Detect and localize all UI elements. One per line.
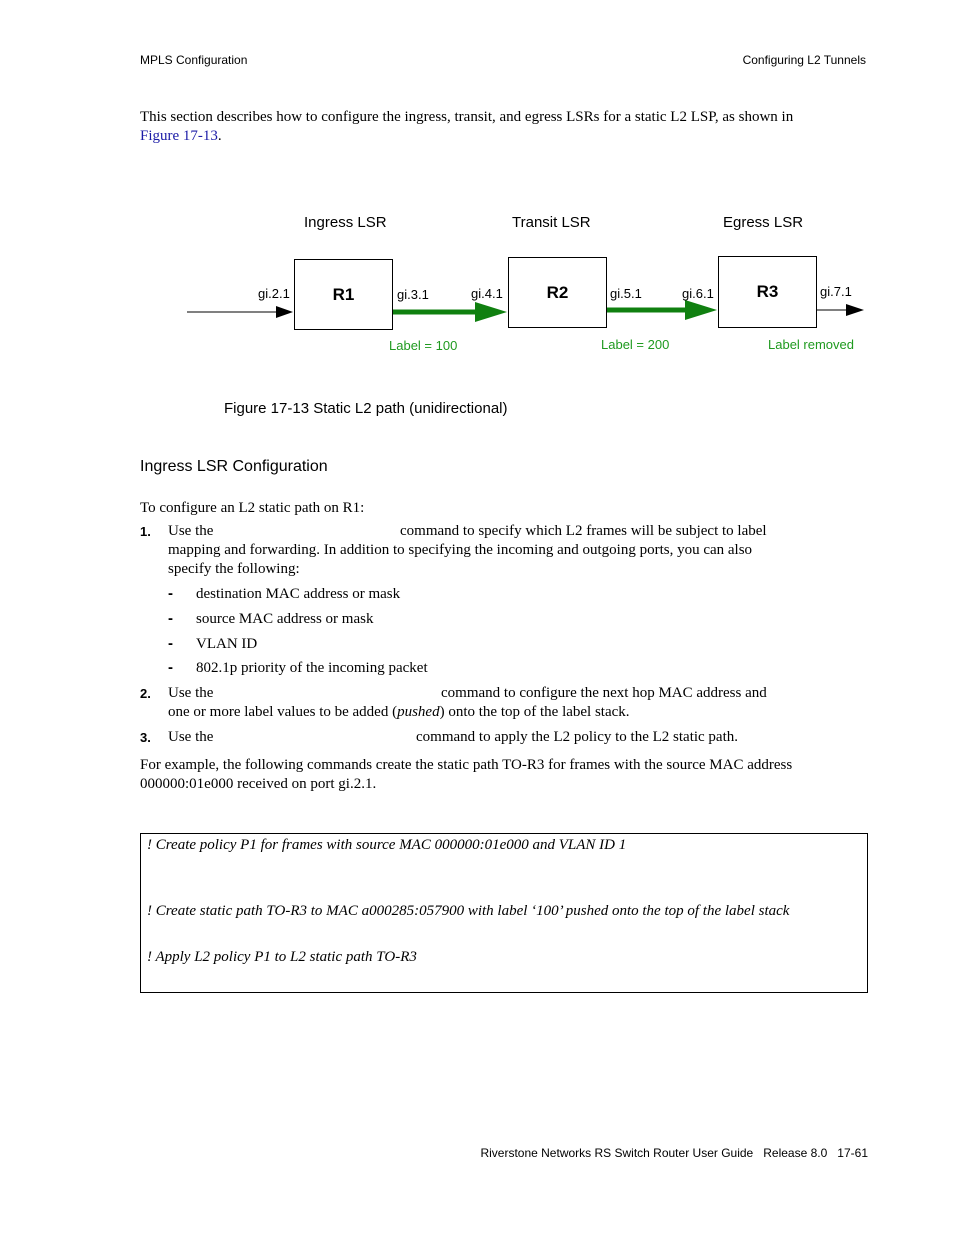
intro-text: This section describes how to configure the ingress, transit, and egress LSRs for a static L2 LSP, as shown in (140, 109, 794, 125)
section-lead: To configure an L2 static path on R1: (140, 500, 365, 516)
step-3-line1: command to apply the L2 policy to the L2 static path. (416, 729, 739, 745)
step-2-line1: command to configure the next hop MAC address and (441, 685, 767, 701)
footer-release: Release 8.0 (763, 1146, 828, 1160)
lsp-arrow-r1-r2-head (475, 302, 507, 322)
step-number: 2. (140, 686, 151, 701)
bullet-mark: - (168, 659, 173, 676)
step-2-line2-post: ) onto the top of the label stack. (439, 704, 630, 720)
router-r2: R2 (508, 257, 607, 328)
label-100: Label = 100 (389, 338, 458, 353)
footer-title: Riverstone Networks RS Switch Router User Guide (480, 1146, 754, 1160)
step-1-use: Use the (168, 523, 214, 539)
step-2-line2-emphasis: pushed (397, 704, 440, 720)
step-2-line2 (168, 703, 630, 722)
step-1-line1: command to specify which L2 frames will be subject to label (400, 523, 767, 539)
running-header-right: Configuring L2 Tunnels (742, 53, 866, 67)
bullet-mark: - (168, 585, 173, 602)
bullet-item: destination MAC address or mask (196, 586, 401, 602)
step-number: 1. (140, 524, 151, 539)
intro-period: . (217, 128, 222, 144)
step-1-line2: mapping and forwarding. In addition to specifying the incoming and outgoing ports, you can also (168, 542, 753, 558)
ingress-arrow-head (276, 306, 293, 318)
port-label: gi.7.1 (820, 284, 852, 299)
code-example-box (140, 833, 868, 993)
label-removed: Label removed (768, 337, 854, 352)
bullet-item: source MAC address or mask (196, 611, 374, 627)
step-number: 3. (140, 730, 151, 745)
figure-caption: Figure 17-13 Static L2 path (unidirectional) (224, 400, 508, 417)
port-label: gi.3.1 (397, 287, 429, 302)
label-200: Label = 200 (601, 337, 670, 352)
code-comment: ! Create static path TO-R3 to MAC a000285:057900 with label ‘100’ pushed onto the top of the label stack (147, 903, 790, 919)
port-label: gi.4.1 (471, 286, 503, 301)
example-line-1: For example, the following commands create the static path TO-R3 for frames with the source MAC address (140, 757, 793, 773)
egress-arrow-head (846, 304, 864, 316)
page-footer (480, 1146, 868, 1160)
bullet-item: VLAN ID (196, 636, 258, 652)
bullet-mark: - (168, 635, 173, 652)
egress-lsr-title: Egress LSR (723, 214, 804, 231)
step-1-line3: specify the following: (168, 561, 300, 577)
router-r3: R3 (718, 256, 817, 328)
page-number: 17-61 (837, 1146, 868, 1160)
router-r1: R1 (294, 259, 393, 330)
figure-link[interactable]: Figure 17-13 (140, 128, 218, 144)
step-3-use: Use the (168, 729, 214, 745)
lsp-arrow-r2-r3-head (685, 300, 717, 320)
example-line-2: 000000:01e000 received on port gi.2.1. (140, 776, 377, 792)
transit-lsr-title: Transit LSR (512, 214, 591, 231)
port-label: gi.6.1 (682, 286, 714, 301)
bullet-item: 802.1p priority of the incoming packet (196, 660, 428, 676)
port-label: gi.2.1 (258, 286, 290, 301)
code-comment: ! Create policy P1 for frames with source MAC 000000:01e000 and VLAN ID 1 (147, 837, 627, 853)
step-2-line2-pre: one or more label values to be added ( (168, 704, 398, 720)
ingress-lsr-title: Ingress LSR (304, 214, 387, 231)
section-heading: Ingress LSR Configuration (140, 458, 328, 475)
step-2-use: Use the (168, 685, 214, 701)
bullet-mark: - (168, 610, 173, 627)
code-comment: ! Apply L2 policy P1 to L2 static path TO-R3 (147, 949, 417, 965)
running-header-left: MPLS Configuration (140, 53, 248, 67)
port-label: gi.5.1 (610, 286, 642, 301)
